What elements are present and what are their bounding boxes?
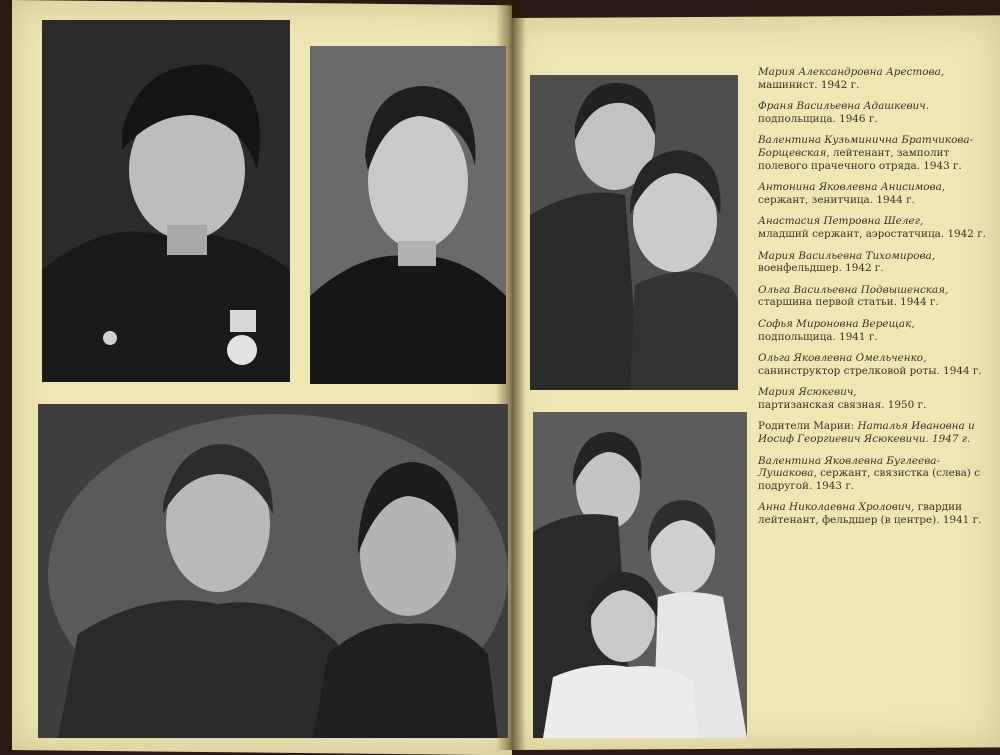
caption-name: Мария Александровна Арестова, <box>758 66 945 78</box>
caption-detail: подпольщица. 1941 г. <box>758 330 878 343</box>
caption-vereshchak <box>758 318 998 343</box>
caption-name: Франя Васильевна Адашкевич. <box>758 100 930 113</box>
caption-detail: лейтенант, замполит полевого прачечного отряда. 1943 г. <box>758 146 962 172</box>
caption-podvyshenskaya <box>758 284 998 309</box>
caption-detail: машинист. 1942 г. <box>758 78 860 91</box>
caption-tikhomirova <box>758 250 998 275</box>
caption-arestova <box>758 66 998 91</box>
caption-khrolovich <box>758 501 998 526</box>
caption-name: Мария Васильевна Тихомирова, <box>758 249 936 262</box>
caption-yasyukevich <box>758 386 998 411</box>
photo-oval-portrait-couple <box>38 404 508 738</box>
caption-name: Валентина Кузьминична Братчикова-Борщевская, <box>758 134 974 159</box>
caption-name: Родители Марии: <box>758 420 855 433</box>
caption-detail: сержант, зенитчица. 1944 г. <box>758 193 915 206</box>
caption-name: Софья Мироновна Верещак, <box>758 317 915 330</box>
caption-bugleeva <box>758 455 998 493</box>
caption-detail: санинструктор стрелковой роты. 1944 г. <box>758 364 982 377</box>
caption-name: Анна Николаевна Хролович, <box>758 501 915 514</box>
caption-sheleg <box>758 215 998 240</box>
caption-anisimova <box>758 181 998 206</box>
caption-detail: военфельдшер. 1942 г. <box>758 262 884 275</box>
captions-column <box>758 66 998 536</box>
caption-bratchikova <box>758 134 998 172</box>
caption-detail: гвардии лейтенант, фельдшер (в центре). 1941 г. <box>758 501 982 527</box>
caption-detail: сержант, связистка (слева) с подругой. 1943 г. <box>758 467 980 492</box>
caption-detail: младший сержант, аэростатчица. 1942 г. <box>758 227 986 240</box>
caption-detail: Наталья Ивановна и Иосиф Георгиевич Ясюкевичи. 1947 г. <box>758 420 975 446</box>
caption-name: Валентина Яковлевна Буглеева-Лушакова, <box>758 454 940 480</box>
caption-adashkevich <box>758 100 998 125</box>
caption-name: Ольга Яковлевна Омельченко, <box>758 352 927 365</box>
photo-portrait-woman-dark-dress <box>310 46 506 384</box>
caption-name: Антонина Яковлевна Анисимова, <box>758 181 946 194</box>
caption-name: Мария Ясюкевич, <box>758 386 857 399</box>
caption-detail: партизанская связная. 1950 г. <box>758 398 927 411</box>
caption-detail: старшина первой статьи. 1944 г. <box>758 296 939 309</box>
caption-omelchenko <box>758 352 998 377</box>
caption-parents <box>758 420 998 445</box>
caption-name: Ольга Васильевна Подвышенская, <box>758 283 949 296</box>
photo-portrait-woman-with-medal <box>42 20 290 382</box>
caption-name: Анастасия Петровна Шелег, <box>758 215 924 228</box>
photo-three-women-group <box>533 412 747 738</box>
caption-detail: подпольщица. 1946 г. <box>758 112 878 125</box>
photo-two-women-in-uniform <box>530 75 738 390</box>
